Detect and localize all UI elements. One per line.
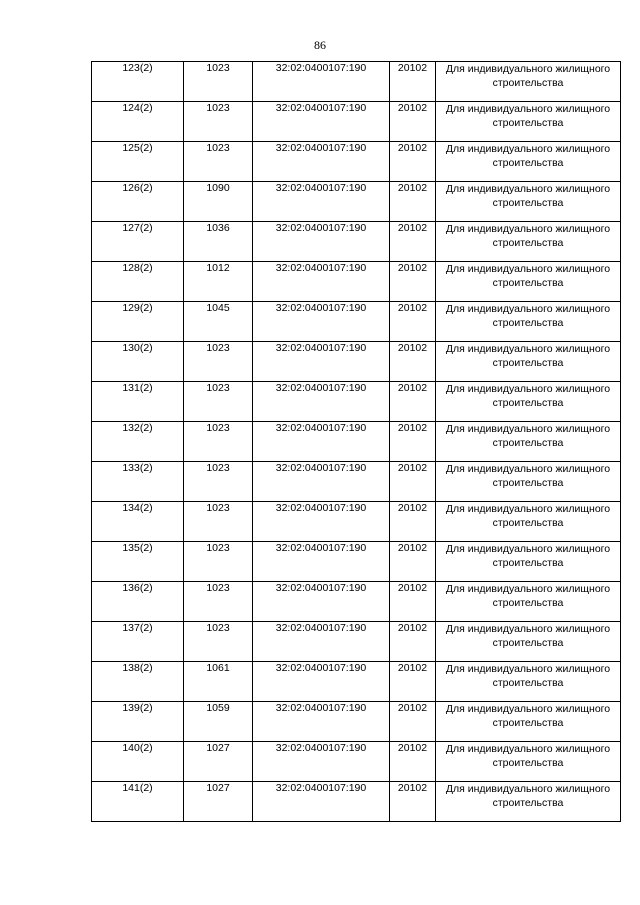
parcel-number-cell: 131(2) xyxy=(92,382,184,422)
table-row xyxy=(92,422,621,462)
permitted-use-cell: Для индивидуального жилищного строительства xyxy=(436,662,621,702)
table-row xyxy=(92,222,621,262)
cadastral-number-cell: 32:02:0400107:190 xyxy=(253,302,390,342)
table-row xyxy=(92,462,621,502)
cadastral-number-cell: 32:02:0400107:190 xyxy=(253,582,390,622)
parcel-number-cell: 139(2) xyxy=(92,702,184,742)
area-cell: 1023 xyxy=(184,382,253,422)
use-code-cell: 20102 xyxy=(390,382,436,422)
cadastral-number-cell: 32:02:0400107:190 xyxy=(253,542,390,582)
table-row xyxy=(92,662,621,702)
area-cell: 1023 xyxy=(184,342,253,382)
table-row xyxy=(92,182,621,222)
cadastral-number-cell: 32:02:0400107:190 xyxy=(253,142,390,182)
use-code-cell: 20102 xyxy=(390,462,436,502)
table-row xyxy=(92,302,621,342)
area-cell: 1027 xyxy=(184,742,253,782)
page-number: 86 xyxy=(314,38,326,52)
area-cell: 1023 xyxy=(184,622,253,662)
cadastral-number-cell: 32:02:0400107:190 xyxy=(253,702,390,742)
use-code-cell: 20102 xyxy=(390,262,436,302)
permitted-use-cell: Для индивидуального жилищного строительства xyxy=(436,382,621,422)
table-row xyxy=(92,542,621,582)
area-cell: 1023 xyxy=(184,582,253,622)
parcel-number-cell: 137(2) xyxy=(92,622,184,662)
parcel-number-cell: 129(2) xyxy=(92,302,184,342)
area-cell: 1023 xyxy=(184,462,253,502)
cadastral-number-cell: 32:02:0400107:190 xyxy=(253,62,390,102)
permitted-use-cell: Для индивидуального жилищного строительства xyxy=(436,742,621,782)
area-cell: 1023 xyxy=(184,142,253,182)
permitted-use-cell: Для индивидуального жилищного строительства xyxy=(436,222,621,262)
cadastral-number-cell: 32:02:0400107:190 xyxy=(253,222,390,262)
cadastral-number-cell: 32:02:0400107:190 xyxy=(253,342,390,382)
use-code-cell: 20102 xyxy=(390,742,436,782)
parcel-number-cell: 127(2) xyxy=(92,222,184,262)
use-code-cell: 20102 xyxy=(390,182,436,222)
permitted-use-cell: Для индивидуального жилищного строительства xyxy=(436,142,621,182)
parcel-number-cell: 133(2) xyxy=(92,462,184,502)
table-row xyxy=(92,502,621,542)
cadastral-number-cell: 32:02:0400107:190 xyxy=(253,182,390,222)
cadastral-number-cell: 32:02:0400107:190 xyxy=(253,102,390,142)
permitted-use-cell: Для индивидуального жилищного строительства xyxy=(436,422,621,462)
cadastral-number-cell: 32:02:0400107:190 xyxy=(253,382,390,422)
area-cell: 1059 xyxy=(184,702,253,742)
parcel-table-body xyxy=(92,62,621,822)
use-code-cell: 20102 xyxy=(390,622,436,662)
parcel-number-cell: 134(2) xyxy=(92,502,184,542)
parcel-number-cell: 126(2) xyxy=(92,182,184,222)
permitted-use-cell: Для индивидуального жилищного строительства xyxy=(436,302,621,342)
permitted-use-cell: Для индивидуального жилищного строительства xyxy=(436,62,621,102)
use-code-cell: 20102 xyxy=(390,582,436,622)
area-cell: 1045 xyxy=(184,302,253,342)
permitted-use-cell: Для индивидуального жилищного строительства xyxy=(436,182,621,222)
cadastral-number-cell: 32:02:0400107:190 xyxy=(253,622,390,662)
use-code-cell: 20102 xyxy=(390,342,436,382)
table-row xyxy=(92,262,621,302)
table-row xyxy=(92,782,621,822)
table-row xyxy=(92,142,621,182)
cadastral-number-cell: 32:02:0400107:190 xyxy=(253,742,390,782)
parcel-number-cell: 123(2) xyxy=(92,62,184,102)
parcel-number-cell: 138(2) xyxy=(92,662,184,702)
table-row xyxy=(92,742,621,782)
use-code-cell: 20102 xyxy=(390,102,436,142)
table-row xyxy=(92,342,621,382)
cadastral-number-cell: 32:02:0400107:190 xyxy=(253,422,390,462)
use-code-cell: 20102 xyxy=(390,702,436,742)
cadastral-number-cell: 32:02:0400107:190 xyxy=(253,462,390,502)
parcel-number-cell: 136(2) xyxy=(92,582,184,622)
permitted-use-cell: Для индивидуального жилищного строительства xyxy=(436,622,621,662)
permitted-use-cell: Для индивидуального жилищного строительства xyxy=(436,262,621,302)
use-code-cell: 20102 xyxy=(390,782,436,822)
table-row xyxy=(92,582,621,622)
table-row xyxy=(92,382,621,422)
permitted-use-cell: Для индивидуального жилищного строительства xyxy=(436,702,621,742)
permitted-use-cell: Для индивидуального жилищного строительства xyxy=(436,582,621,622)
use-code-cell: 20102 xyxy=(390,542,436,582)
use-code-cell: 20102 xyxy=(390,222,436,262)
parcel-number-cell: 135(2) xyxy=(92,542,184,582)
area-cell: 1027 xyxy=(184,782,253,822)
permitted-use-cell: Для индивидуального жилищного строительства xyxy=(436,502,621,542)
area-cell: 1036 xyxy=(184,222,253,262)
area-cell: 1023 xyxy=(184,542,253,582)
parcel-number-cell: 124(2) xyxy=(92,102,184,142)
table-row xyxy=(92,62,621,102)
permitted-use-cell: Для индивидуального жилищного строительства xyxy=(436,462,621,502)
parcel-number-cell: 141(2) xyxy=(92,782,184,822)
parcel-number-cell: 128(2) xyxy=(92,262,184,302)
cadastral-number-cell: 32:02:0400107:190 xyxy=(253,782,390,822)
area-cell: 1023 xyxy=(184,502,253,542)
use-code-cell: 20102 xyxy=(390,662,436,702)
area-cell: 1023 xyxy=(184,62,253,102)
parcel-number-cell: 125(2) xyxy=(92,142,184,182)
area-cell: 1023 xyxy=(184,422,253,462)
use-code-cell: 20102 xyxy=(390,302,436,342)
use-code-cell: 20102 xyxy=(390,502,436,542)
cadastral-number-cell: 32:02:0400107:190 xyxy=(253,662,390,702)
use-code-cell: 20102 xyxy=(390,62,436,102)
area-cell: 1090 xyxy=(184,182,253,222)
cadastral-number-cell: 32:02:0400107:190 xyxy=(253,502,390,542)
use-code-cell: 20102 xyxy=(390,422,436,462)
cadastral-number-cell: 32:02:0400107:190 xyxy=(253,262,390,302)
permitted-use-cell: Для индивидуального жилищного строительства xyxy=(436,782,621,822)
parcel-table xyxy=(91,61,621,822)
table-row xyxy=(92,102,621,142)
parcel-number-cell: 130(2) xyxy=(92,342,184,382)
area-cell: 1061 xyxy=(184,662,253,702)
permitted-use-cell: Для индивидуального жилищного строительства xyxy=(436,342,621,382)
area-cell: 1012 xyxy=(184,262,253,302)
table-row xyxy=(92,702,621,742)
use-code-cell: 20102 xyxy=(390,142,436,182)
table-row xyxy=(92,622,621,662)
permitted-use-cell: Для индивидуального жилищного строительства xyxy=(436,542,621,582)
area-cell: 1023 xyxy=(184,102,253,142)
parcel-number-cell: 132(2) xyxy=(92,422,184,462)
parcel-number-cell: 140(2) xyxy=(92,742,184,782)
permitted-use-cell: Для индивидуального жилищного строительства xyxy=(436,102,621,142)
